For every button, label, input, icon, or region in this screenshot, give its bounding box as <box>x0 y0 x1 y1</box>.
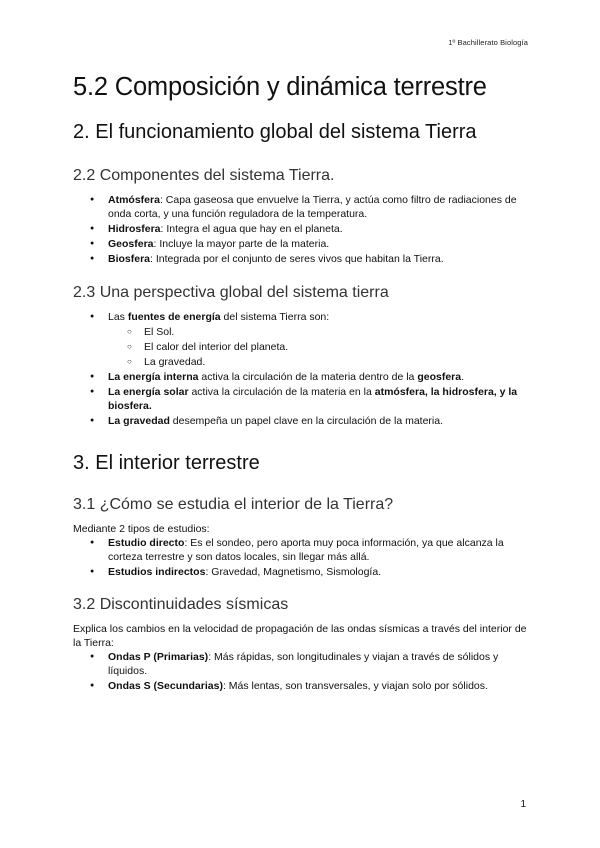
list-item <box>73 414 533 428</box>
term-atmosfera: Atmósfera <box>108 194 160 206</box>
list-item <box>73 237 533 251</box>
term-estudio-directo: Estudio directo <box>108 537 185 549</box>
waves-list <box>73 650 533 693</box>
subsection-3-1-heading: 3.1 ¿Cómo se estudia el interior de la Tierra? <box>73 496 394 513</box>
item-text: activa la circulación de la materia en la <box>188 386 375 398</box>
item-text: : Integrada por el conjunto de seres vivos que habitan la Tierra. <box>150 253 444 265</box>
subsection-3-2-intro: Explica los cambios en la velocidad de propagación de las ondas sísmicas a través del interior de la Tierra: <box>73 623 527 649</box>
studies-list <box>73 536 533 579</box>
term-geosfera: Geosfera <box>108 238 154 250</box>
term-estudios-indirectos: Estudios indirectos <box>108 566 206 578</box>
list-item <box>73 565 533 579</box>
item-text: : Gravedad, Magnetismo, Sismología. <box>205 566 382 578</box>
energy-list <box>73 310 533 428</box>
subsection-3-2-heading: 3.2 Discontinuidades sísmicas <box>73 596 289 613</box>
term-ondas-p: Ondas P (Primarias) <box>108 651 209 663</box>
item-text: . <box>461 371 465 383</box>
section-3-heading: 3. El interior terrestre <box>73 452 260 474</box>
list-item <box>73 310 533 324</box>
term-fuentes-energia: fuentes de energía <box>127 311 221 323</box>
list-item <box>73 370 533 384</box>
item-text: desempeña un papel clave en la circulación de la materia. <box>169 415 444 427</box>
item-text: Las <box>108 311 128 323</box>
item-text: activa la circulación de la materia dentro de la <box>198 371 418 383</box>
list-item <box>73 536 533 564</box>
list-item <box>73 222 533 236</box>
item-text: : Más lentas, son transversales, y viajan solo por sólidos. <box>222 680 488 692</box>
sub-list-item: ○ El Sol. <box>73 325 533 339</box>
term-geosfera: geosfera <box>417 371 462 383</box>
term-energia-solar: La energía solar <box>108 386 189 398</box>
document-title: 5.2 Composición y dinámica terrestre <box>73 73 487 101</box>
document-content <box>73 70 533 694</box>
subsection-3-1-intro: Mediante 2 tipos de estudios: <box>73 523 210 535</box>
sub-list-item: ○ El calor del interior del planeta. <box>73 340 533 354</box>
subsection-2-2-heading: 2.2 Componentes del sistema Tierra. <box>73 167 335 184</box>
list-item <box>73 650 533 678</box>
subsection-2-3-heading: 2.3 Una perspectiva global del sistema tierra <box>73 284 389 301</box>
term-ondas-s: Ondas S (Secundarias) <box>108 680 223 692</box>
item-text: : Integra el agua que hay en el planeta. <box>160 223 343 235</box>
item-text: : Es el sondeo, pero aporta muy poca información, ya que alcanza la corteza terrestre y son datos locales, sin llegar más allá. <box>108 537 504 563</box>
term-gravedad: La gravedad <box>108 415 170 427</box>
list-item <box>73 252 533 266</box>
page-number: 1 <box>520 799 526 810</box>
term-energia-interna: La energía interna <box>108 371 199 383</box>
section-2-heading: 2. El funcionamiento global del sistema Tierra <box>73 121 477 143</box>
item-text: : Capa gaseosa que envuelve la Tierra, y actúa como filtro de radiaciones de onda corta, y una función reguladora de la temperatura. <box>108 194 517 220</box>
term-biosfera: Biosfera <box>108 253 151 265</box>
sub-list-item: ○ La gravedad. <box>73 355 533 369</box>
item-text: : Incluye la mayor parte de la materia. <box>153 238 330 250</box>
page-header: 1º Bachillerato Biología <box>448 38 528 47</box>
term-hidrosfera: Hidrosfera <box>108 223 161 235</box>
list-item <box>73 193 533 221</box>
item-text: del sistema Tierra son: <box>220 311 330 323</box>
list-item <box>73 679 533 693</box>
list-item <box>73 385 533 413</box>
term-capas: atmósfera, la hidrosfera, y la biosfera. <box>108 386 518 412</box>
components-list <box>73 193 533 266</box>
item-text: : Más rápidas, son longitudinales y viajan a través de sólidos y líquidos. <box>108 651 499 677</box>
